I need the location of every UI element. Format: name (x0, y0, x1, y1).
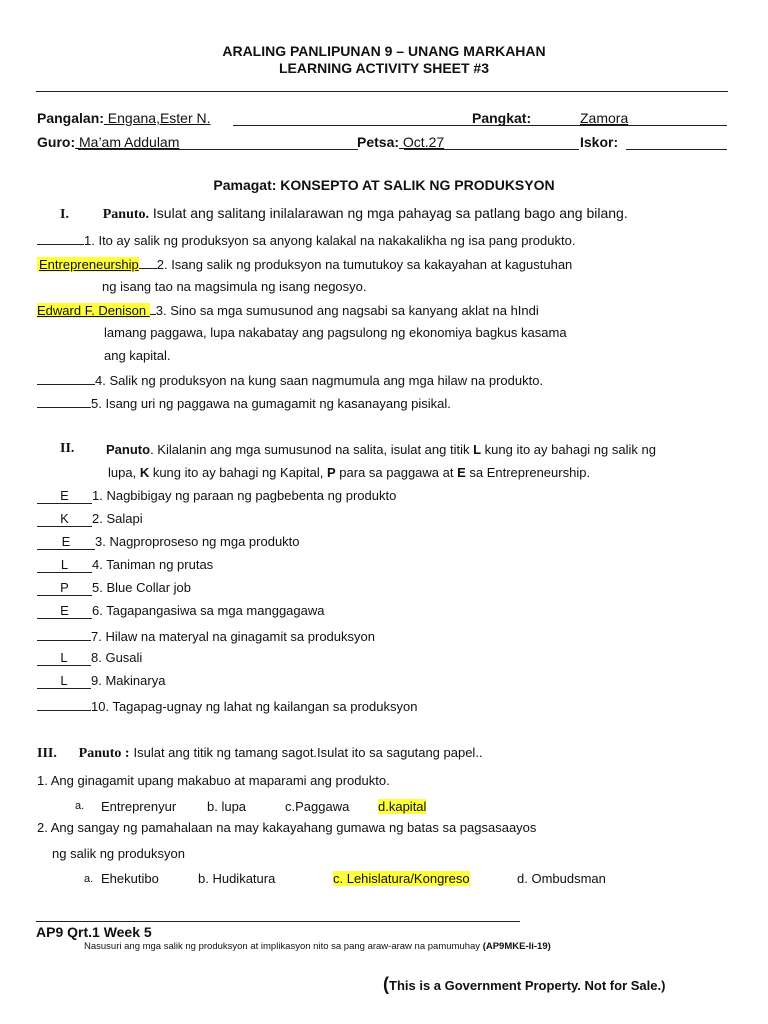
letter-L: L (473, 442, 482, 457)
date-underline (404, 149, 579, 150)
part2-answer[interactable]: E (37, 489, 92, 504)
part1-panuto: Panuto. (102, 207, 150, 222)
part2-item-text: 4. Taniman ng prutas (92, 557, 214, 572)
q2-choice-b[interactable]: b. Hudikatura (198, 871, 276, 886)
part1-q5 (37, 395, 451, 411)
q1-choice-b[interactable]: b. lupa (207, 799, 247, 814)
teacher-field (37, 134, 179, 150)
part3-number: III. (37, 746, 57, 761)
date-label: Petsa: (357, 134, 400, 150)
part3-heading (37, 744, 483, 762)
choice-letter: a. (84, 873, 94, 885)
part2-item-text: 10. Tagapag-ugnay ng lahat ng kailangan sa produksyon (91, 699, 418, 714)
date-field (357, 134, 444, 150)
part3-panuto: Panuto : (78, 746, 130, 761)
part1-q1-text: 1. Ito ay salik ng produksyon sa anyong kalakal na nakakalikha ng isa pang produkto. (84, 233, 576, 248)
date-value: Oct.27 (399, 134, 445, 150)
part2-item-text: 3. Nagproproseso ng mga produkto (95, 534, 300, 549)
part2-answer[interactable]: L (37, 651, 91, 666)
part2-item-text: 1. Nagbibigay ng paraan ng pagbebenta ng produkto (92, 488, 397, 503)
part2-item-4 (37, 557, 213, 573)
part1-q2-text: 2. Isang salik ng produksyon na tumutukoy sa kakayahan at kagustuhan (156, 257, 573, 272)
score-underline (626, 149, 727, 150)
part2-item-text: 2. Salapi (92, 511, 143, 526)
name-field (37, 110, 211, 126)
part2-instr-a: . Kilalanin ang mga sumusunod na salita, isulat ang titik (150, 442, 474, 457)
part2-answer[interactable]: E (37, 604, 92, 619)
part2-item-9 (37, 673, 165, 689)
q2-choice-d[interactable]: d. Ombudsman (517, 871, 606, 886)
part2-item-7 (37, 626, 375, 644)
letter-P: P (327, 465, 336, 480)
header-divider (36, 91, 728, 92)
part2-item-text: 7. Hilaw na materyal na ginagamit sa produksyon (91, 629, 375, 644)
answer-blank[interactable] (37, 372, 95, 385)
q1-choice-d[interactable] (378, 799, 426, 814)
part1-heading (60, 205, 628, 223)
part1-q1 (37, 232, 575, 248)
part2-item-1 (37, 488, 396, 504)
part1-q2-answer: Entrepreneurship (39, 257, 139, 272)
header-line-2: LEARNING ACTIVITY SHEET #3 (278, 60, 490, 76)
part1-q3-cont2: ang kapital. (104, 348, 171, 363)
answer-blank[interactable] (37, 395, 91, 408)
part2-panuto: Panuto (106, 442, 151, 457)
part1-q3 (37, 302, 539, 318)
q2-choice-a[interactable]: Ehekutibo (101, 871, 159, 886)
teacher-underline (78, 149, 358, 150)
answer-blank[interactable] (37, 232, 84, 245)
part1-q4 (37, 372, 543, 388)
part3-q2-cont: ng salik ng produksyon (52, 846, 185, 861)
q2-choice-c-text: c. Lehislatura/Kongreso (333, 871, 470, 886)
part1-q3-cont1: lamang paggawa, lupa nakabatay ang pagsulong ng ekonomiya bagkus kasama (104, 325, 567, 340)
section-label: Pangkat: (472, 110, 532, 126)
notice-paren: ( (383, 974, 389, 994)
part2-instr-f: sa Entrepreneurship. (465, 465, 591, 480)
section-underline (539, 125, 727, 126)
part2-answer[interactable]: P (37, 581, 92, 596)
name-label: Pangalan: (37, 110, 104, 126)
footer-divider (36, 921, 520, 922)
footer-competency (84, 941, 551, 952)
part2-instr-d: kung ito ay bahagi ng Kapital, (149, 465, 327, 480)
part2-instr-b: kung ito ay bahagi ng salik ng (481, 442, 656, 457)
part2-answer[interactable] (37, 626, 91, 641)
part2-answer[interactable] (37, 696, 91, 711)
score-label: Iskor: (580, 134, 619, 150)
section-value: Zamora (580, 110, 629, 126)
part1-instruction: Isulat ang salitang inilalarawan ng mga pahayag sa patlang bago ang bilang. (152, 205, 628, 221)
part2-item-5 (37, 580, 191, 596)
part2-item-text: 6. Tagapangasiwa sa mga manggagawa (92, 603, 325, 618)
choice-letter: a. (75, 800, 85, 812)
part2-item-text: 9. Makinarya (91, 673, 166, 688)
part2-answer[interactable]: K (37, 512, 92, 527)
part2-answer[interactable]: E (37, 535, 95, 550)
part2-item-text: 5. Blue Collar job (92, 580, 191, 595)
part2-item-2 (37, 511, 143, 527)
teacher-value: Ma’am Addulam (75, 134, 180, 150)
q1-choice-d-text: d.kapital (378, 799, 427, 814)
competency-code: (AP9MKE-Ii-19) (482, 941, 551, 952)
part3-q1: 1. Ang ginagamit upang makabuo at maparami ang produkto. (37, 773, 390, 788)
part2-instr-c: lupa, (108, 465, 140, 480)
part2-item-8 (37, 650, 142, 666)
part2-item-6 (37, 603, 324, 619)
answer-blank-tail (139, 256, 157, 269)
part1-q3-answer: Edward F. Denison (37, 303, 150, 318)
notice-text: This is a Government Property. Not for Sale.) (389, 978, 666, 993)
q1-choice-c[interactable]: c.Paggawa (285, 799, 350, 814)
part1-q4-text: 4. Salik ng produksyon na kung saan nagmumula ang mga hilaw na produkto. (95, 373, 544, 388)
letter-K: K (139, 465, 150, 480)
footer-notice (383, 974, 665, 995)
part3-q2: 2. Ang sangay ng pamahalaan na may kakayahang gumawa ng batas sa pagsasaayos (37, 820, 537, 835)
competency-text: Nasusuri ang mga salik ng produksyon at implikasyon nito sa pang araw-araw na pamumuhay (84, 941, 483, 952)
part2-instr-e: para sa paggawa at (335, 465, 458, 480)
part2-instruction (106, 442, 656, 457)
part1-q2-cont: ng isang tao na magsimula ng isang negosyo. (102, 279, 367, 294)
name-value: Engana,Ester N. (103, 110, 211, 126)
part2-number: II. (60, 441, 75, 456)
part2-item-10 (37, 696, 417, 714)
part2-answer[interactable]: L (37, 558, 92, 573)
q2-choice-c[interactable] (333, 871, 470, 886)
part2-instruction-cont (108, 465, 590, 480)
header-line-1: ARALING PANLIPUNAN 9 – UNANG MARKAHAN (222, 43, 546, 59)
part2-answer[interactable]: L (37, 674, 91, 689)
letter-E: E (457, 465, 466, 480)
part1-q3-text: 3. Sino sa mga sumusunod ang nagsabi sa kanyang aklat na hIndi (155, 303, 539, 318)
page-title: Pamagat: KONSEPTO AT SALIK NG PRODUKSYON (213, 177, 555, 193)
teacher-label: Guro: (37, 134, 76, 150)
part2-item-3 (37, 534, 300, 550)
part3-instruction: Isulat ang titik ng tamang sagot.Isulat ito sa sagutang papel.. (133, 745, 483, 760)
part2-item-text: 8. Gusali (91, 650, 143, 665)
part1-q5-text: 5. Isang uri ng paggawa na gumagamit ng kasanayang pisikal. (91, 396, 451, 411)
part1-q2 (37, 256, 572, 272)
part1-number: I. (60, 207, 69, 222)
footer-code: AP9 Qrt.1 Week 5 (36, 924, 152, 940)
q1-choice-a[interactable]: Entreprenyur (101, 799, 177, 814)
